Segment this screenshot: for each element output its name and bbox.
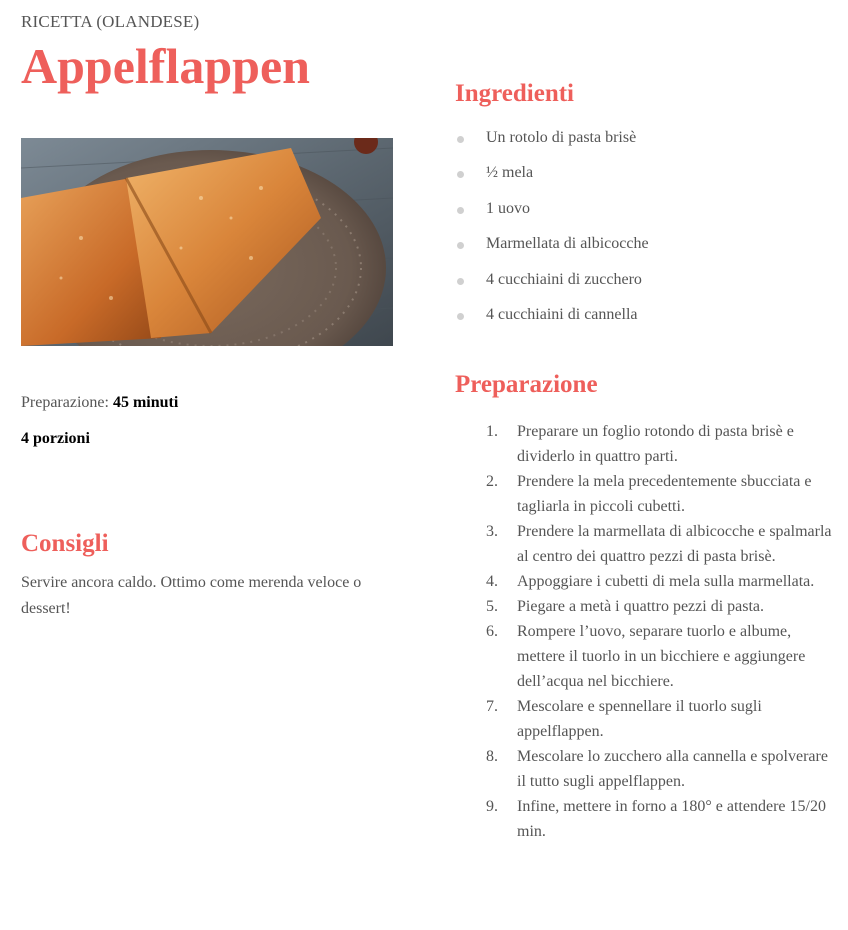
list-item: [455, 196, 649, 231]
ingredients-list: [455, 125, 649, 337]
step-number: 3.: [486, 523, 498, 540]
step-text: Preparare un foglio rotondo di pasta brisè e dividerlo in quattro parti.: [517, 423, 794, 465]
recipe-kicker: RICETTA (OLANDESE): [21, 12, 200, 31]
step-text: Mescolare e spennellare il tuorlo sugli appelflappen.: [517, 698, 762, 740]
prep-time-value: 45 minuti: [112, 394, 179, 411]
ingredient-text: ½ mela: [486, 164, 534, 182]
list-item: [455, 469, 835, 519]
list-item: [455, 231, 649, 266]
bullet-icon: [457, 242, 464, 249]
list-item: [455, 569, 835, 594]
step-number: 5.: [486, 598, 498, 615]
ingredient-text: 4 cucchiaini di zucchero: [486, 270, 642, 288]
consigli-heading: Consigli: [21, 530, 109, 557]
step-number: 2.: [486, 473, 498, 490]
ingredient-text: 1 uovo: [486, 199, 530, 217]
bullet-icon: [457, 278, 464, 285]
list-item: [455, 594, 835, 619]
list-item: [455, 694, 835, 744]
list-item: [455, 160, 649, 195]
consigli-text: Servire ancora caldo. Ottimo come merenda veloce o dessert!: [21, 574, 362, 617]
page-title: Appelflappen: [21, 38, 310, 94]
list-item: [455, 267, 649, 302]
step-text: Prendere la marmellata di albicocche e spalmarla al centro dei quattro pezzi di pasta brisè.: [517, 523, 832, 565]
step-number: 8.: [486, 748, 498, 765]
ingredient-text: Marmellata di albicocche: [486, 235, 649, 253]
ingredient-text: Un rotolo di pasta brisè: [486, 129, 637, 146]
prep-time-label: Preparazione:: [21, 394, 109, 411]
step-text: Piegare a metà i quattro pezzi di pasta.: [517, 598, 765, 615]
preparation-steps: [455, 419, 835, 844]
bullet-icon: [457, 171, 464, 178]
bullet-icon: [457, 207, 464, 214]
appelflappen-photo: [21, 138, 393, 346]
step-number: 9.: [486, 798, 498, 815]
ingredient-text: 4 cucchiaini di cannella: [486, 305, 638, 323]
list-item: [455, 619, 835, 694]
list-item: [455, 125, 649, 160]
servings: 4 porzioni: [21, 430, 90, 447]
step-number: 6.: [486, 623, 498, 640]
step-number: 1.: [486, 423, 498, 440]
list-item: [455, 519, 835, 569]
step-text: Rompere l’uovo, separare tuorlo e albume, mettere il tuorlo in un bicchiere e aggiungere dell’acqua nel bicchiere.: [517, 623, 806, 690]
bullet-icon: [457, 136, 464, 143]
step-text: Prendere la mela precedentemente sbucciata e tagliarla in piccoli cubetti.: [517, 473, 812, 515]
list-item: [455, 794, 835, 844]
preparation-heading: Preparazione: [455, 371, 598, 398]
step-text: Mescolare lo zucchero alla cannella e spolverare il tutto sugli appelflappen.: [517, 748, 828, 790]
step-number: 7.: [486, 698, 498, 715]
list-item: [455, 744, 835, 794]
prep-time: [21, 394, 178, 412]
bullet-icon: [457, 313, 464, 320]
list-item: [455, 302, 649, 337]
step-number: 4.: [486, 573, 498, 590]
ingredients-heading: Ingredienti: [455, 80, 574, 107]
step-text: Appoggiare i cubetti di mela sulla marmellata.: [517, 573, 815, 590]
step-text: Infine, mettere in forno a 180° e attendere 15/20 min.: [517, 798, 826, 840]
list-item: [455, 419, 835, 469]
